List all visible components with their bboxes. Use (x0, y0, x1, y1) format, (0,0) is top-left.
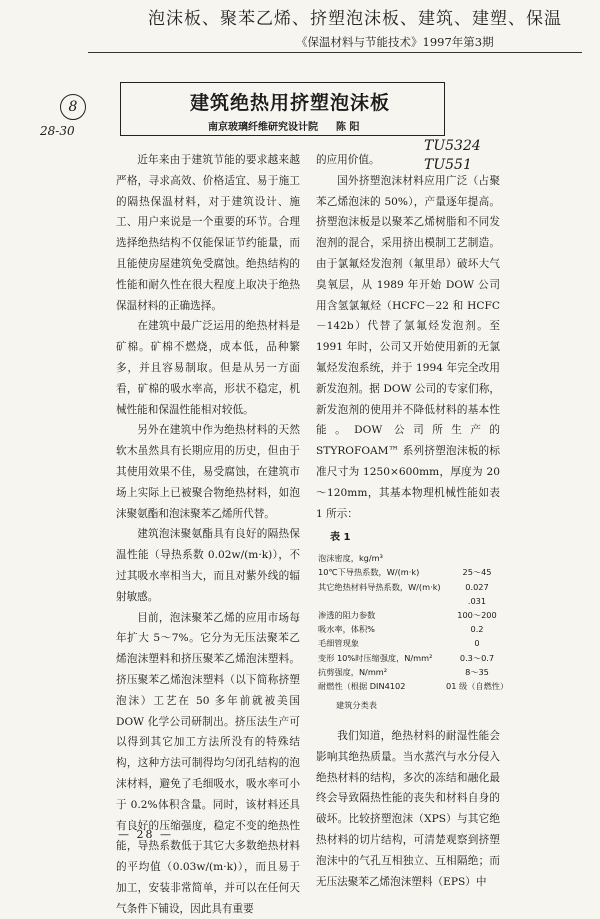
table-cell-value (446, 551, 508, 565)
table-cell-label: 其它绝热材料导热系数，W/(m·k) (318, 581, 441, 592)
paragraph: 建筑泡沫聚氨酯具有良好的隔热保温性能（导热系数 0.02w/(m·k)），不过其吸水率相当大，而且对紫外线的辐射敏感。 (116, 528, 300, 603)
table-row (318, 565, 508, 579)
table-row (318, 679, 508, 693)
table-title: 表 1 (330, 532, 351, 544)
table-cell-label: 吸水率，体积% (318, 624, 375, 635)
paragraph: 近年来由于建筑节能的要求越来越严格，寻求高效、价格适宜、易于施工的隔热保温材料，对于建筑设计、施工、用户来说是一个重要的环节。合理选择绝热结构不仅能保证节约能量，而且能使房屋建筑免受腐蚀。绝热结构的性能和耐久性在很大程度上取决于绝热保温材料的正确选择。 (116, 154, 300, 312)
table-row (318, 580, 508, 594)
left-column (116, 150, 300, 919)
table-cell-value: 8～35 (465, 666, 489, 677)
paragraph: 国外挤塑泡沫材料应用广泛（占聚苯乙烯泡沫的 50%），产量逐年提高。挤塑泡沫板是以聚苯乙烯树脂和不同发泡剂的混合，采用挤出模制工艺制造。由于氯氟烃发泡剂（氟里昂）破坏大气臭氧层，从 1989 年开始 DOW 公司用含氢氯氟烃（HCFC－22 和 HCFC－142b）代替了氯氟烃发泡剂。至 1991 年时，公司又开始使用新的无氯氟烃发泡系统，并于 1994 年完全改用新发泡剂。据 DOW 公司的专家们称，新发泡剂的使用并不降低材料的基本性能。DOW 公司所生产的 STYROFOAM™ 系列挤塑泡沫板的标准尺寸为 1250×600mm，厚度为 20～120mm，其基本物理机械性能如表 1 所示： (316, 174, 500, 520)
table-cell-value: 0.027 (465, 581, 489, 592)
table-row (318, 622, 508, 636)
table-cell-value: 0.2 (470, 624, 484, 635)
table-cell-label: 渗透的阻力参数 (318, 609, 376, 620)
table-cell-label: 抗剪强度，N/mm² (318, 666, 388, 677)
table-row (318, 608, 508, 622)
paragraph: 另外在建筑中作为绝热材料的天然软木虽然具有长期应用的历史，但由于其使用效果不佳，易受腐蚀，在建筑市场上实际上已被聚合物绝热材料，如泡沫聚氨酯和泡沫聚苯乙烯所代替。 (116, 424, 300, 520)
table-cell-label: 泡沫密度，kg/m³ (318, 553, 383, 564)
table-cell-label: 耐燃性（根据 DIN4102 (318, 680, 406, 691)
circled-annotation-number: 8 (60, 94, 86, 120)
paragraph: 我们知道，绝热材料的耐湿性能会影响其绝热质量。当水蒸汽与水分侵入绝热材料的结构，多次的冻结和融化最终会导致隔热性能的丧失和材料自身的破坏。比较挤塑泡沫（XPS）与其它绝热材料的切片结构，可清楚观察到挤塑泡沫中的气孔互相独立、互相隔绝；而无压法聚苯乙烯泡沫塑料（EPS）中 (316, 729, 500, 888)
table-cell-label: 10℃下导热系数，W/(m·k) (318, 567, 420, 578)
table-row (318, 551, 508, 565)
table-note: 建筑分类表 (336, 700, 377, 711)
table-cell-value: 0.3～0.7 (459, 652, 495, 663)
journal-header: 《保温材料与节能技术》1997年第3期 (296, 35, 494, 49)
table-cell-value: 0 (474, 638, 480, 649)
handwritten-keywords: 泡沫板、聚苯乙烯、挤塑泡沫板、建筑、建塑、保温 (148, 9, 562, 29)
header-rule (88, 52, 582, 53)
page-range-annotation: 28-30 (40, 124, 75, 138)
properties-table (318, 551, 508, 693)
table-cell-label (318, 594, 446, 608)
classification-code-1: TU5324 (424, 138, 481, 154)
table-row (318, 665, 508, 679)
paragraph: 在建筑中最广泛运用的绝热材料是矿棉。矿棉不燃烧，成本低，品种繁多，并且容易制取。但是从另一方面看，矿棉的吸水率高，形状不稳定，机械性能和保温性能相对较低。 (116, 320, 300, 416)
table-row (318, 636, 508, 650)
right-column (316, 150, 509, 892)
classification-code-2: TU551 (424, 157, 472, 173)
author-affiliation: 南京玻璃纤维研究设计院 (208, 122, 318, 133)
table-row (318, 594, 508, 608)
table-cell-value: 01 级（自燃性） (446, 680, 509, 691)
table-row (318, 651, 508, 665)
article-title: 建筑绝热用挤塑泡沫板 (190, 92, 391, 114)
paragraph-continuation: 的应用价值。 (316, 154, 380, 166)
table-cell-label: 毛细管现象 (318, 638, 359, 649)
paragraph: 目前，泡沫聚苯乙烯的应用市场每年扩大 5～7%。它分为无压法聚苯乙烯泡沫塑料和挤压聚苯乙烯泡沫塑料。挤压聚苯乙烯泡沫塑料（以下简称挤塑泡沫）工艺在 50 多年前就被美国 DOW 化学公司研制出。挤压法生产可以得到其它加工方法所没有的特殊结构，这种方法可制得均匀闭孔结构的泡沫材料，避免了毛细吸水，吸水率可小于 0.2%体积含量。同时，该材料还具有良好的压缩强度，稳定不变的绝热性能，导热系数低于其它大多数绝热材料的平均值（0.03w/(m·k)），而且易于加工，安装非常简单，并可以在任何天气条件下铺设，因此具有重要 (116, 611, 300, 915)
author-name: 陈 阳 (336, 122, 360, 133)
table-cell-value: 100～200 (457, 609, 497, 620)
table-cell-value: .031 (467, 595, 487, 606)
page-number: — 28 — (118, 828, 173, 841)
table-cell-label: 变形 10%时压缩强度，N/mm² (318, 652, 433, 663)
table-cell-value: 25～45 (462, 567, 492, 578)
